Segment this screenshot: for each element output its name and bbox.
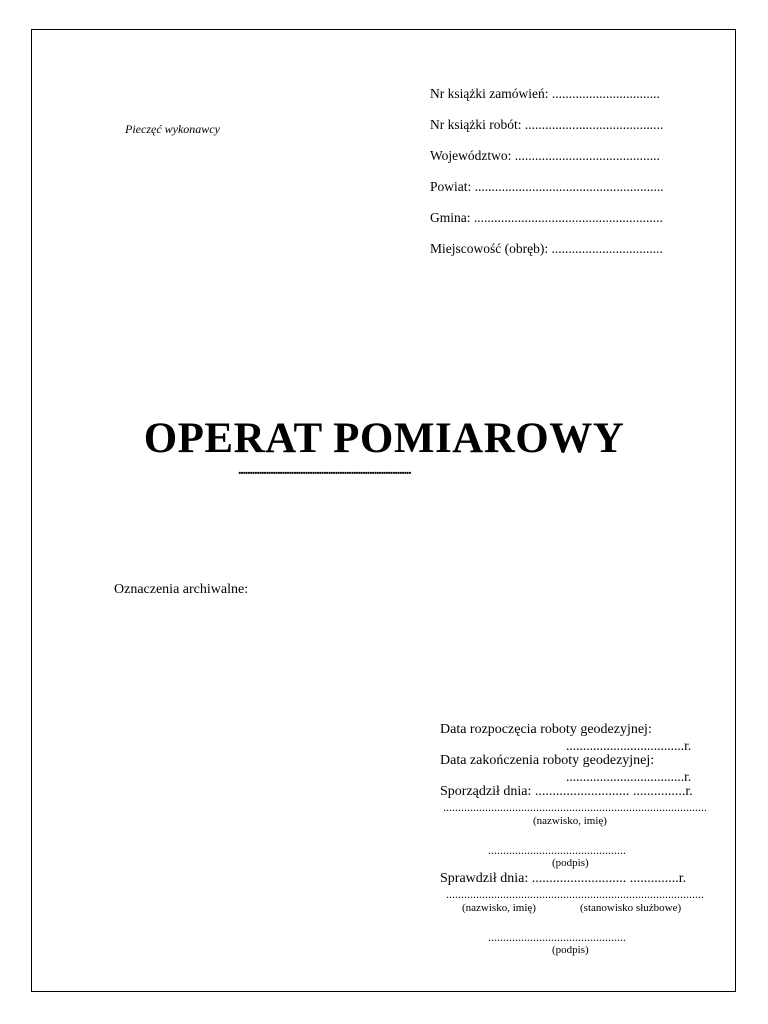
checked-date-line: Sprawdził dnia: ........................... ..............r. (440, 871, 687, 886)
works-book-number-field: Nr książki robót: ......................................... (430, 117, 664, 132)
prepared-name-caption: (nazwisko, imię) (533, 815, 607, 827)
checked-position-caption: (stanowisko służbowe) (580, 902, 682, 914)
start-date-value: ...................................r. (566, 738, 692, 753)
order-book-number-field: Nr książki zamówień: ................................ (430, 86, 660, 101)
prepared-date-line: Sporządził dnia: ........................... ...............r. (440, 784, 693, 799)
prepared-signature-dots: .............................................. (488, 843, 626, 857)
start-date-label: Data rozpoczęcia roboty geodezyjnej: (440, 722, 652, 737)
end-date-value: ...................................r. (566, 769, 692, 784)
page-border (31, 29, 736, 992)
stamp-label: Pieczęć wykonawcy (125, 122, 220, 136)
end-date-label: Data zakończenia roboty geodezyjnej: (440, 753, 655, 768)
checked-signature-caption: (podpis) (552, 944, 589, 956)
voivodeship-field: Województwo: ........................................... (430, 148, 660, 163)
commune-field: Gmina: ........................................................ (430, 210, 663, 225)
checked-name-caption: (nazwisko, imię) (462, 902, 536, 914)
checked-signature-dots: .............................................. (488, 930, 626, 944)
prepared-name-dots: ........................................................................................ (443, 800, 707, 814)
locality-field: Miejscowość (obręb): ................................. (430, 241, 663, 256)
title-dotted-line: ........................................................................... (238, 463, 411, 478)
document-title: OPERAT POMIAROWY (143, 415, 625, 462)
checked-name-dots: ...................................................................................... (446, 887, 704, 901)
archive-designations-label: Oznaczenia archiwalne: (114, 582, 249, 597)
prepared-signature-caption: (podpis) (552, 857, 589, 869)
county-field: Powiat: ........................................................ (430, 179, 664, 194)
